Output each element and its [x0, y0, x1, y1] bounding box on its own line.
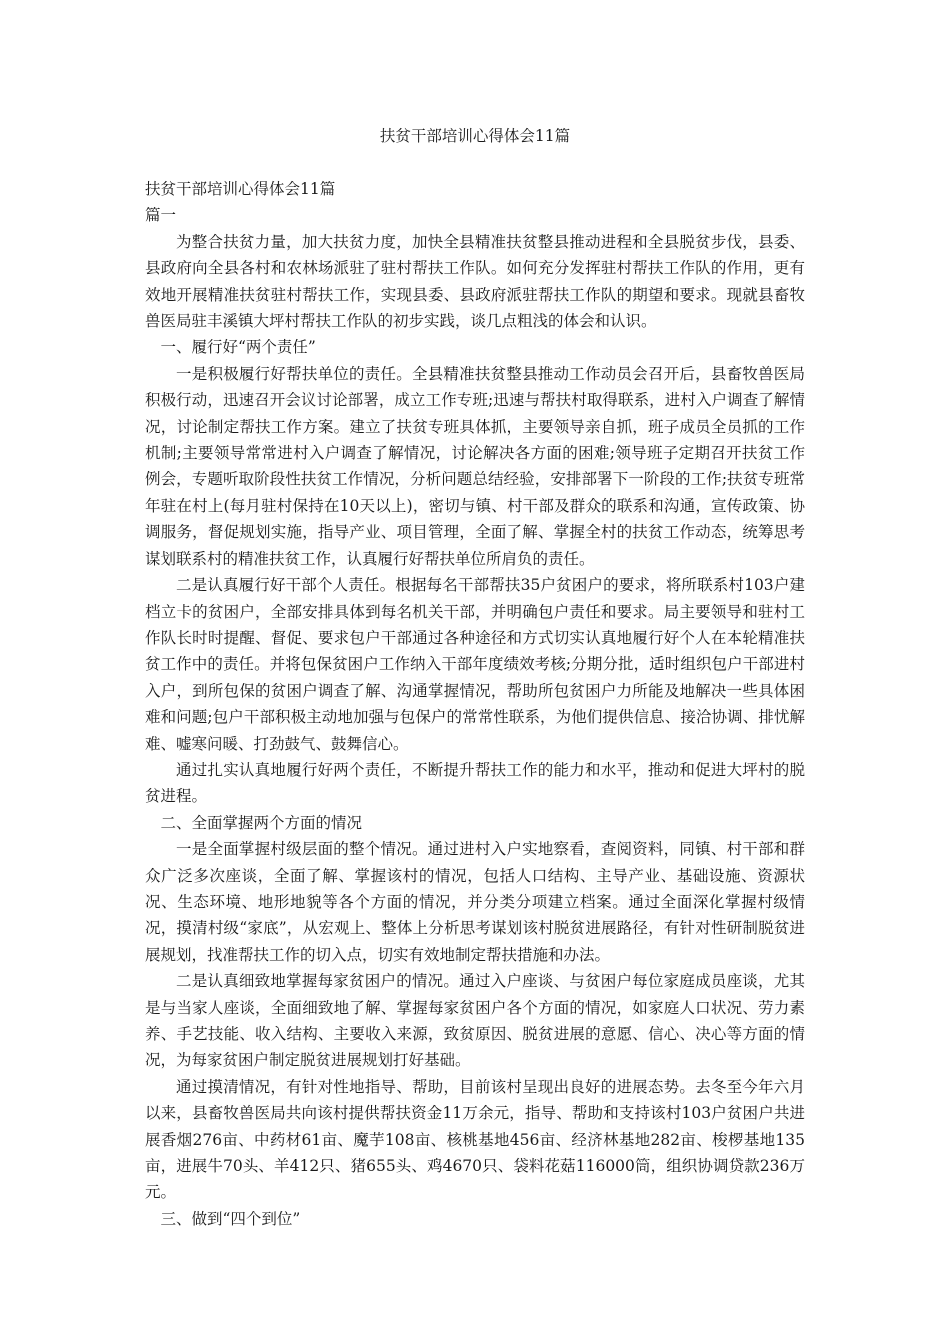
document-body [145, 176, 805, 1232]
section-heading-2: 二、全面掌握两个方面的情况 [160, 813, 363, 832]
section-heading-3: 三、做到“四个到位” [160, 1209, 301, 1228]
paragraph-intro: 为整合扶贫力量，加大扶贫力度，加快全县精准扶贫整县推动进程和全县脱贫步伐，县委、县政府向全县各村和农林场派驻了驻村帮扶工作队。如何充分发挥驻村帮扶工作队的作用，更有效地开展精准扶贫驻村帮扶工作，实现县委、县政府派驻帮扶工作队的期望和要求。现就县畜牧兽医局驻丰溪镇大坪村帮扶工作队的初步实践，谈几点粗浅的体会和认识。 [145, 232, 805, 331]
paragraph-section-1-summary: 通过扎实认真地履行好两个责任，不断提升帮扶工作的能力和水平，推动和促进大坪村的脱贫进程。 [145, 760, 805, 806]
section-heading-1: 一、履行好“两个责任” [160, 338, 316, 357]
paragraph-section-2-summary: 通过摸清情况，有针对性地指导、帮助，目前该村呈现出良好的进展态势。去冬至今年六月以来，县畜牧兽医局共向该村提供帮扶资金11万余元，指导、帮助和支持该村103户贫困户共进展香烟276亩、中药材61亩、魔芋108亩、核桃基地456亩、经济林基地282亩、梭椤基地135亩，进展牛70头、羊412只、猪655头、鸡4670只、袋料花菇116000筒，组织协调贷款236万元。 [145, 1077, 805, 1202]
paragraph-personal-responsibility: 二是认真履行好干部个人责任。根据每名干部帮扶35户贫困户的要求，将所联系村103户建档立卡的贫困户，全部安排具体到每名机关干部，并明确包户责任和要求。局主要领导和驻村工作队长时时提醒、督促、要求包户干部通过各种途径和方式切实认真地履行好个人在本轮精准扶贫工作中的责任。并将包保贫困户工作纳入干部年度绩效考核;分期分批，适时组织包户干部进村入户，到所包保的贫困户调查了解、沟通掌握情况，帮助所包贫困户力所能及地解决一些具体困难和问题;包户干部积极主动地加强与包保户的常常性联系，为他们提供信息、接洽协调、排忧解难、嘘寒问暖、打劲鼓气、鼓舞信心。 [145, 576, 805, 753]
document-title: 扶贫干部培训心得体会11篇 [379, 127, 571, 145]
document-subtitle: 扶贫干部培训心得体会11篇 [145, 180, 336, 198]
paragraph-village-situation: 一是全面掌握村级层面的整个情况。通过进村入户实地察看，查阅资料，同镇、村干部和群众广泛多次座谈，全面了解、掌握该村的情况，包括人口结构、主导产业、基础设施、资源状况、生态环境、地形地貌等各个方面的情况，并分类分项建立档案。通过全面深化掌握村级情况，摸清村级“家底”，从宏观上、整体上分析思考谋划该村脱贫进展路径，有针对性研制脱贫进展规划，找准帮扶工作的切入点，切实有效地制定帮扶措施和办法。 [145, 840, 805, 964]
paragraph-unit-responsibility: 一是积极履行好帮扶单位的责任。全县精准扶贫整县推动工作动员会召开后，县畜牧兽医局积极行动，迅速召开会议讨论部署，成立工作专班;迅速与帮扶村取得联系，进村入户调查了解情况，讨论制定帮扶工作方案。建立了扶贫专班具体抓，主要领导亲自抓，班子成员全员抓的工作机制;主要领导常常进村入户调查了解情况，讨论解决各方面的困难;领导班子定期召开扶贫工作例会，专题听取阶段性扶贫工作情况，分析问题总结经验，安排部署下一阶段的工作;扶贫专班常年驻在村上(每月驻村保持在10天以上)，密切与镇、村干部及群众的联系和沟通，宣传政策、协调服务，督促规划实施，指导产业、项目管理，全面了解、掌握全村的扶贫工作动态，统筹思考谋划联系村的精准扶贫工作，认真履行好帮扶单位所肩负的责任。 [145, 364, 805, 568]
chapter-label: 篇一 [145, 206, 177, 225]
paragraph-household-situation: 二是认真细致地掌握每家贫困户的情况。通过入户座谈、与贫困户每位家庭成员座谈，尤其是与当家人座谈，全面细致地了解、掌握每家贫困户各个方面的情况，如家庭人口状况、劳力素养、手艺技能、收入结构、主要收入来源，致贫原因、脱贫进展的意愿、信心、决心等方面的情况，为每家贫困户制定脱贫进展规划打好基础。 [145, 972, 805, 1070]
